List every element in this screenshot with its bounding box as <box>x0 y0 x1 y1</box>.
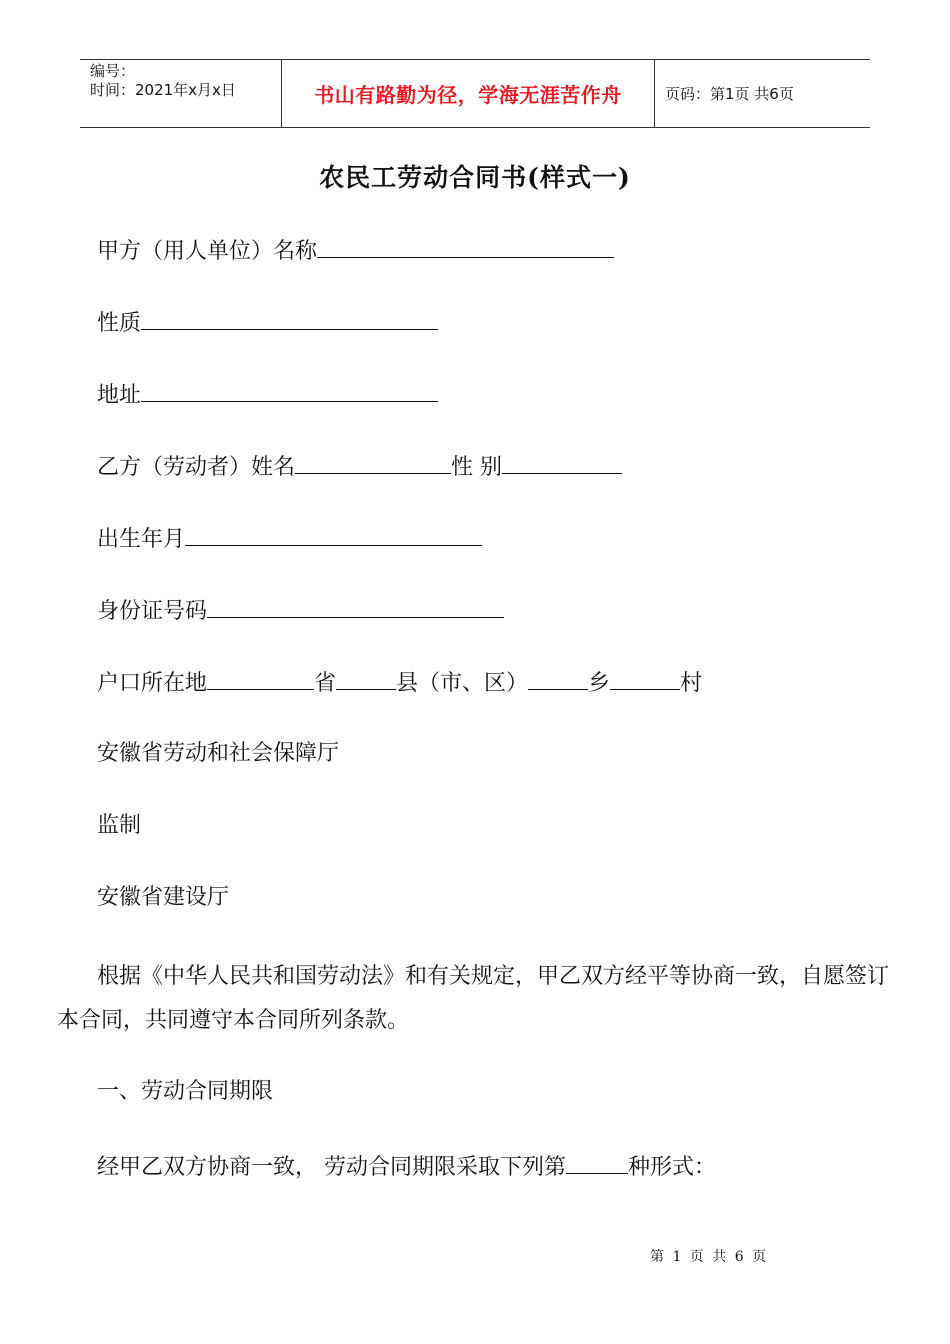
county-label: 县（市、区） <box>396 671 529 696</box>
id-number-label: 身份证号码 <box>97 599 208 624</box>
section-1-text-after: 种形式： <box>628 1155 717 1180</box>
county-blank[interactable] <box>336 667 396 690</box>
issuer-line-3: 安徽省建设厅 <box>97 885 230 910</box>
province-label: 省 <box>314 671 337 696</box>
province-blank[interactable] <box>207 667 314 690</box>
id-number-line <box>97 595 504 627</box>
village-label: 村 <box>680 671 703 696</box>
nature-label: 性质 <box>97 311 142 336</box>
birth-label: 出生年月 <box>97 527 186 552</box>
employer-name-line <box>97 235 614 267</box>
section-1-text <box>97 1151 716 1183</box>
page-header <box>80 59 870 128</box>
document-title: 农民工劳动合同书(样式一) <box>319 163 631 192</box>
employee-name-blank[interactable] <box>295 451 451 474</box>
employer-name-blank[interactable] <box>317 235 614 258</box>
section-1-heading: 一、劳动合同期限 <box>97 1079 274 1104</box>
employee-name-label: 乙方（劳动者）姓名 <box>97 455 296 480</box>
hukou-line <box>97 667 702 699</box>
header-page-info: 页码：第1页 共6页 <box>665 85 794 103</box>
nature-blank[interactable] <box>141 307 438 330</box>
section-1-text-before: 经甲乙双方协商一致， 劳动合同期限采取下列第 <box>97 1155 566 1180</box>
id-number-blank[interactable] <box>207 595 504 618</box>
gender-label: 性 别 <box>451 455 503 480</box>
issuer-line-2: 监制 <box>97 813 142 838</box>
employee-line <box>97 451 622 483</box>
employer-name-label: 甲方（用人单位）名称 <box>97 239 318 264</box>
gender-blank[interactable] <box>502 451 622 474</box>
number-label: 编号： <box>90 62 136 80</box>
birth-blank[interactable] <box>185 523 482 546</box>
address-blank[interactable] <box>141 379 438 402</box>
page-footer: 第 1 页 共 6 页 <box>650 1249 769 1265</box>
issuer-line-1: 安徽省劳动和社会保障厅 <box>97 741 340 766</box>
township-label: 乡 <box>588 671 611 696</box>
address-line <box>97 379 438 411</box>
header-meta <box>80 60 281 127</box>
address-label: 地址 <box>97 383 142 408</box>
preamble-paragraph: 根据《中华人民共和国劳动法》和有关规定，甲乙双方经平等协商一致，自愿签订本合同，共同遵守本合同所列条款。 <box>57 964 890 1033</box>
township-blank[interactable] <box>528 667 588 690</box>
form-choice-blank[interactable] <box>566 1151 628 1174</box>
date-label: 时间：2021年x月x日 <box>90 81 236 99</box>
nature-line <box>97 307 438 339</box>
birth-line <box>97 523 482 555</box>
hukou-label: 户口所在地 <box>97 671 208 696</box>
header-motto: 书山有路勤为径，学海无涯苦作舟 <box>281 60 655 127</box>
village-blank[interactable] <box>610 667 680 690</box>
